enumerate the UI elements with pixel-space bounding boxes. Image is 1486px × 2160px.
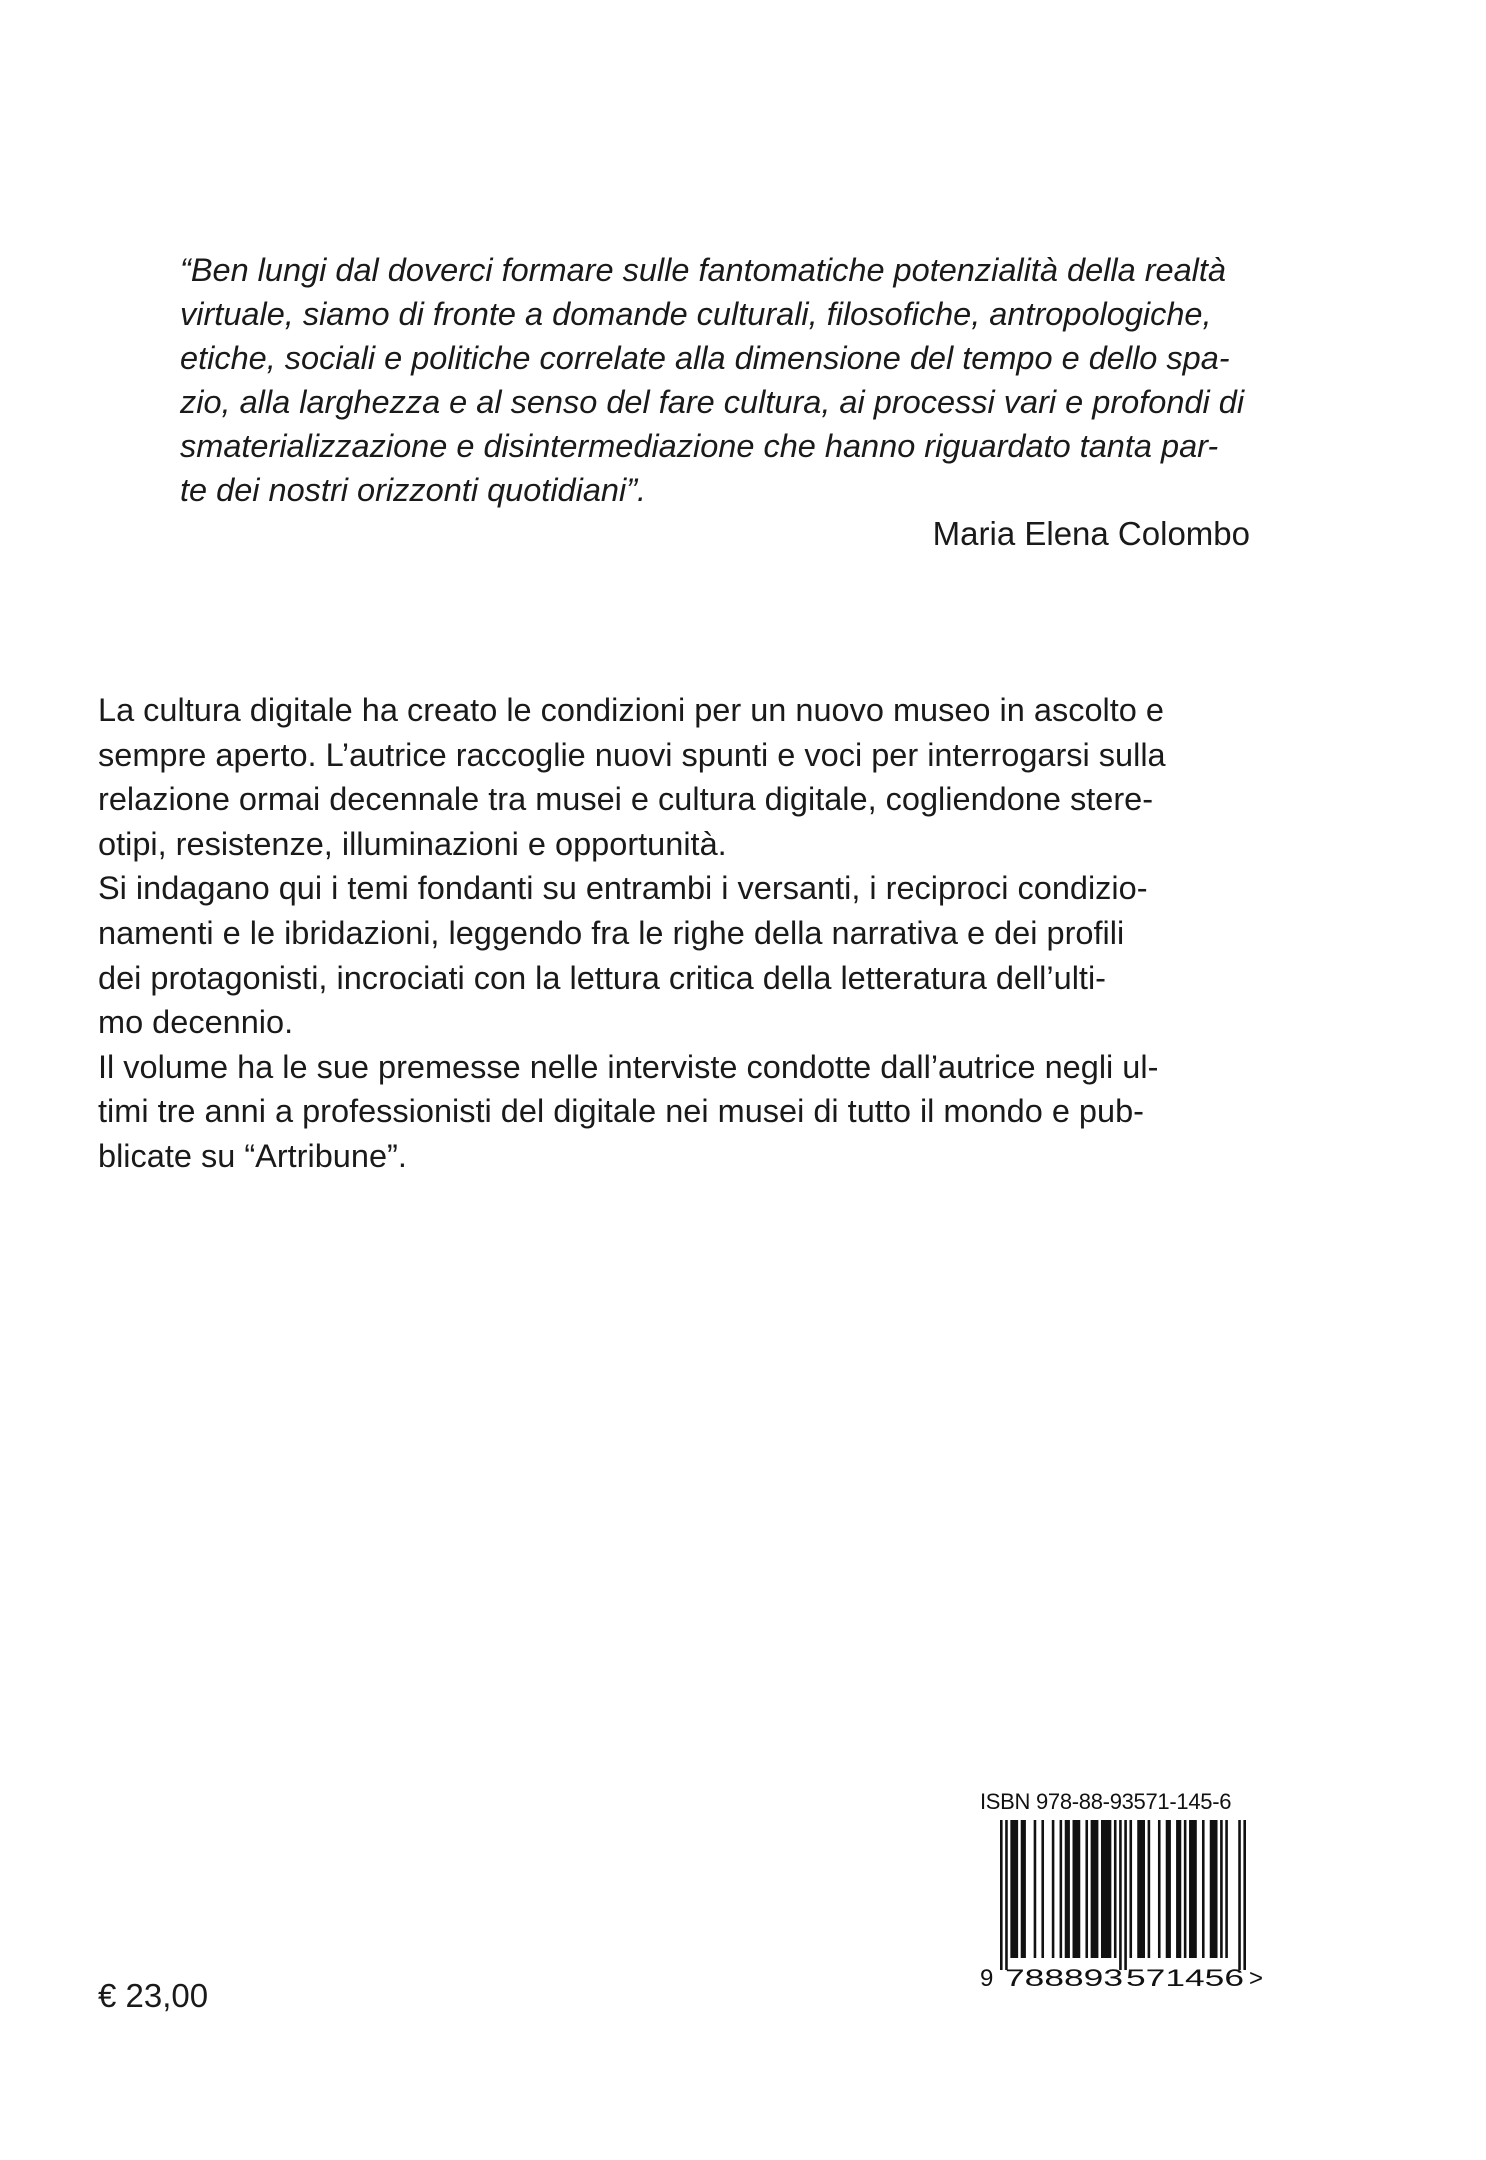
barcode-bar: [1166, 1820, 1171, 1958]
barcode-bar: [1129, 1820, 1132, 1958]
barcode-guard-bar: [1124, 1820, 1127, 1970]
barcode-bar: [1041, 1820, 1044, 1958]
barcode-bar: [1225, 1820, 1228, 1958]
quote-line: “Ben lungi dal doverci formare sulle fantomatiche potenzialità della realtà: [180, 252, 1226, 288]
barcode-bars: [1000, 1820, 1246, 1970]
description-line: Si indagano qui i temi fondanti su entrambi i versanti, i reciproci condizio-: [98, 870, 1148, 907]
quote-line: zio, alla larghezza e al senso del fare cultura, ai processi vari e profondi di: [180, 384, 1245, 420]
description-line: dei protagonisti, incrociati con la lettura critica della letteratura dell’ulti-: [98, 959, 1106, 996]
back-cover-quote: [180, 248, 1250, 512]
barcode-bar: [1101, 1820, 1111, 1958]
description-line: namenti e le ibridazioni, leggendo fra le righe della narrativa e dei profili: [98, 914, 1125, 951]
barcode-bar: [1220, 1820, 1223, 1958]
barcode-bar: [1202, 1820, 1205, 1958]
isbn-label: ISBN 978-88-93571-145-6: [980, 1789, 1232, 1814]
barcode-left-digits: 788893: [1005, 1965, 1123, 1990]
barcode-bar: [1114, 1820, 1117, 1958]
barcode-bar: [1189, 1820, 1197, 1958]
barcode-first-digit: 9: [980, 1965, 994, 1990]
description-line: sempre aperto. L’autrice raccoglie nuovi spunti e voci per interrogarsi sulla: [98, 736, 1166, 773]
barcode-guard-bar: [1238, 1820, 1241, 1970]
barcode-guard-bar: [1243, 1820, 1246, 1970]
price: € 23,00: [98, 1977, 209, 2014]
quote-line: te dei nostri orizzonti quotidiani”.: [180, 472, 647, 508]
description-line: mo decennio.: [98, 1004, 294, 1041]
barcode-bar: [1210, 1820, 1218, 1958]
barcode-bar: [1137, 1820, 1145, 1958]
barcode-bar: [1148, 1820, 1151, 1958]
barcode-bar: [1085, 1820, 1088, 1958]
barcode-end-mark: >: [1249, 1965, 1264, 1990]
description-line: Il volume ha le sue premesse nelle interviste condotte dall’autrice negli ul-: [98, 1048, 1159, 1085]
barcode-bar: [1065, 1820, 1070, 1958]
barcode-guard-bar: [1005, 1820, 1008, 1970]
quote-line: virtuale, siamo di fronte a domande culturali, filosofiche, antropologiche,: [180, 296, 1212, 332]
barcode-bar: [1176, 1820, 1181, 1958]
quote-author: Maria Elena Colombo: [932, 515, 1250, 552]
barcode-right-digits: 571456: [1126, 1965, 1244, 1990]
barcode-bar: [1052, 1820, 1055, 1958]
barcode-bar: [1060, 1820, 1063, 1958]
description-line: La cultura digitale ha creato le condizioni per un nuovo museo in ascolto e: [98, 692, 1164, 728]
barcode-bar: [1010, 1820, 1018, 1958]
quote-line: etiche, sociali e politiche correlate alla dimensione del tempo e dello spa-: [180, 340, 1230, 376]
barcode-bar: [1021, 1820, 1026, 1958]
description-line: timi tre anni a professionisti del digitale nei musei di tutto il mondo e pub-: [98, 1093, 1144, 1130]
barcode-bar: [1034, 1820, 1037, 1958]
barcode-guard-bar: [1119, 1820, 1122, 1970]
description-line: otipi, resistenze, illuminazioni e opportunità.: [98, 825, 727, 862]
barcode-graphic: [978, 1818, 1268, 1990]
barcode-bar: [1091, 1820, 1099, 1958]
barcode-guard-bar: [1000, 1820, 1003, 1970]
isbn-barcode: [978, 1818, 1268, 1990]
quote-line: smaterializzazione e disintermediazione che hanno riguardato tanta par-: [180, 428, 1219, 464]
barcode-bar: [1073, 1820, 1081, 1958]
description-line: relazione ormai decennale tra musei e cultura digitale, cogliendone stere-: [98, 781, 1154, 818]
barcode-bar: [1184, 1820, 1187, 1958]
barcode-bar: [1158, 1820, 1161, 1958]
description-line: blicate su “Artribune”.: [98, 1137, 407, 1174]
book-description: [98, 688, 1258, 1179]
